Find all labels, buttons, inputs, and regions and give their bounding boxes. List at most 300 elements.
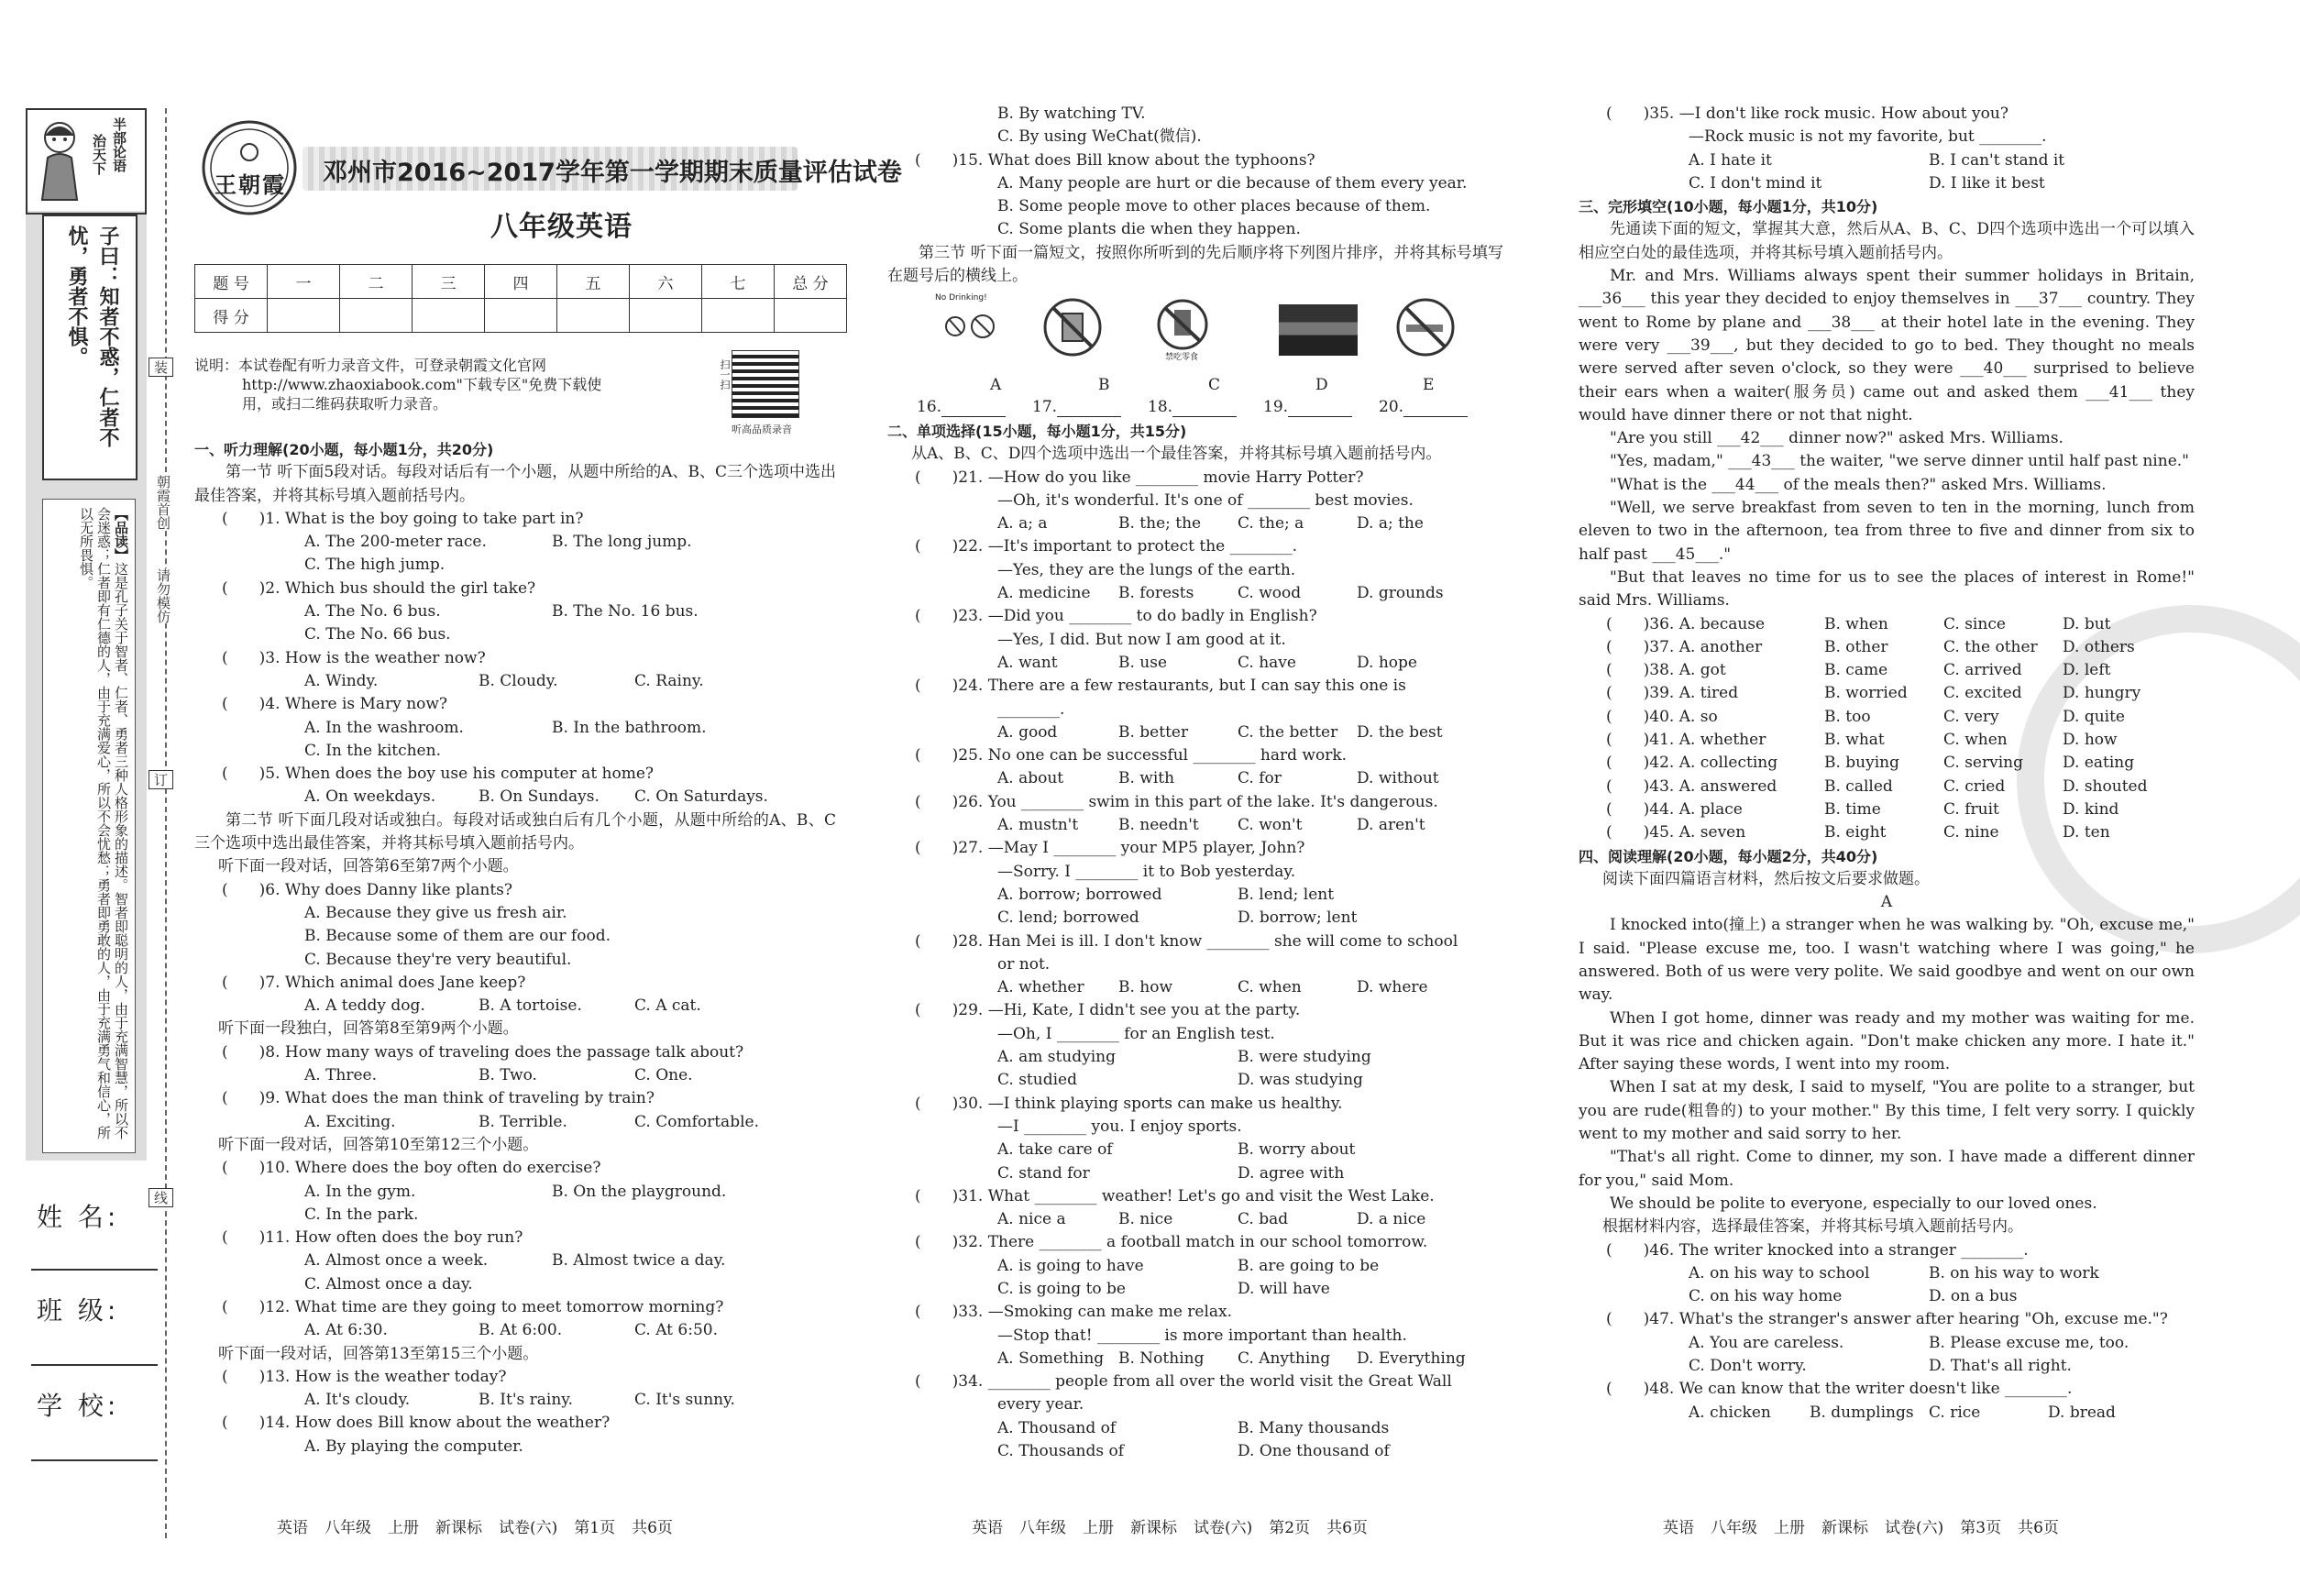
answer-blank[interactable]: [941, 398, 1006, 417]
option[interactable]: A. A teddy dog.: [304, 996, 425, 1016]
option[interactable]: B. On Sundays.: [479, 787, 600, 807]
binding-mark-zhuang: 装: [149, 358, 173, 377]
option-row: [887, 814, 1503, 837]
option[interactable]: B. The long jump.: [552, 533, 692, 552]
question[interactable]: ( )48. We can know that the writer doesn't like ________.: [1606, 1380, 2073, 1399]
option[interactable]: D. on a bus: [1929, 1287, 2018, 1306]
option[interactable]: D. left: [2063, 661, 2111, 680]
option[interactable]: C. since: [1943, 614, 2006, 633]
school-line[interactable]: [31, 1459, 158, 1461]
option[interactable]: A. chicken: [1689, 1403, 1771, 1422]
option[interactable]: B. better: [1118, 722, 1189, 742]
option-row: [1579, 821, 2195, 844]
option[interactable]: C. the; a: [1238, 514, 1304, 534]
sidebar-box-text-2: 治天下: [91, 134, 107, 175]
option-line: —Rock music is not my favorite, but ________.: [1689, 127, 2047, 147]
option[interactable]: A. The 200-meter race.: [304, 533, 487, 552]
class-label: 班 级:: [37, 1295, 120, 1326]
question[interactable]: ( )27. —May I ________ your MP5 player, John?: [915, 839, 1305, 858]
section-heading: 二、单项选择(15小题，每小题1分，共15分): [887, 423, 1187, 440]
option-line: —Yes, they are the lungs of the earth.: [997, 560, 1296, 579]
question[interactable]: ( )11. How often does the boy run?: [222, 1228, 523, 1248]
option[interactable]: C. Rainy.: [634, 671, 704, 690]
option[interactable]: C. Thousands of: [997, 1442, 1125, 1461]
question[interactable]: ( )22. —It's important to protect the ________.: [915, 537, 1298, 556]
section-heading: 三、完形填空(10小题，每小题1分，共10分): [1579, 198, 1878, 216]
option[interactable]: C. A cat.: [634, 996, 701, 1016]
option-row: [1579, 1262, 2195, 1285]
option-line: C. Some plants die when they happen.: [997, 220, 1301, 239]
option[interactable]: B. are going to be: [1238, 1256, 1380, 1275]
option-line: C. In the park.: [304, 1205, 419, 1224]
option[interactable]: B. eight: [1824, 823, 1887, 842]
qr-side-text: 扫一扫: [719, 359, 731, 390]
paragraph: 先通读下面的短文，掌握其大意，然后从A、B、C、D四个选项中选出一个可以填入相应空白处的最佳选项，并将其标号填入题前括号内。: [1579, 220, 2195, 262]
option[interactable]: ( )43. A. answered: [1606, 776, 1777, 796]
option[interactable]: C. arrived: [1943, 661, 2022, 680]
option[interactable]: C. cried: [1943, 776, 2006, 796]
column-1: [194, 438, 836, 1458]
paragraph: Mr. and Mrs. Williams always spent their summer holidays in Britain, ___36___ this year they decided to enjoy themselves in ___37___ country. They went to Rome by plane and ___38___ at their hotel late in the evening. They were very ___39___, but they decided to go to bed. They thought no meals were served after seven o'clock, so they were ___40___ surprised to believe their ears when a waiter(服务员) came out and asked them ___41___ they would have dinner there or not that night.: [1579, 267, 2195, 424]
option-row: [1579, 729, 2195, 752]
question[interactable]: ( )3. How is the weather now?: [222, 648, 486, 667]
option[interactable]: D. without: [1357, 769, 1439, 788]
option[interactable]: A. on his way to school: [1689, 1263, 1870, 1282]
paragraph: "But that leaves no time for us to see the places of interest in Rome!" said Mrs. Williams.: [1579, 567, 2195, 611]
option[interactable]: B. too: [1824, 707, 1871, 726]
option-row: [1579, 613, 2195, 636]
question[interactable]: ( )2. Which bus should the girl take?: [222, 578, 536, 598]
question[interactable]: ( )14. How does Bill know about the weather?: [222, 1414, 611, 1433]
note-line-1: 说明：本试卷配有听力录音文件，可登录朝霞文化官网: [194, 357, 547, 374]
sidebar-comment-box: [42, 499, 136, 1153]
option[interactable]: D. but: [2063, 614, 2111, 633]
option[interactable]: B. came: [1824, 661, 1888, 680]
option[interactable]: ( )44. A. place: [1606, 799, 1743, 819]
option-row: [887, 1162, 1503, 1185]
column-2-top: [887, 103, 1503, 288]
score-cell[interactable]: [340, 299, 413, 333]
option[interactable]: B. On the playground.: [552, 1182, 727, 1201]
option[interactable]: C. It's sunny.: [634, 1391, 735, 1410]
option[interactable]: C. on his way home: [1689, 1287, 1843, 1306]
option[interactable]: C. have: [1238, 653, 1296, 672]
score-cell[interactable]: [775, 299, 847, 333]
option[interactable]: B. It's rainy.: [479, 1391, 574, 1410]
option[interactable]: D. where: [1357, 978, 1428, 997]
option[interactable]: A. is going to have: [997, 1256, 1144, 1275]
option-line: C. The high jump.: [304, 556, 446, 575]
option[interactable]: C. won't: [1238, 816, 1303, 835]
option[interactable]: B. forests: [1118, 584, 1194, 603]
option[interactable]: C. very: [1943, 707, 1999, 726]
option[interactable]: B. called: [1824, 776, 1893, 796]
instruction: 从A、B、C、D四个选项中选出一个最佳答案，并将其标号填入题前括号内。: [911, 445, 1442, 464]
option[interactable]: C. studied: [997, 1071, 1077, 1090]
option[interactable]: C. bad: [1238, 1210, 1289, 1229]
option-row: [887, 652, 1503, 675]
option[interactable]: B. The No. 16 bus.: [552, 602, 699, 622]
option[interactable]: B. I can't stand it: [1929, 150, 2065, 170]
option[interactable]: A. In the gym.: [304, 1182, 416, 1201]
question[interactable]: ( )6. Why does Danny like plants?: [222, 880, 513, 899]
question[interactable]: ( )47. What's the stranger's answer after hearing "Oh, excuse me."?: [1606, 1310, 2168, 1329]
option[interactable]: ( )45. A. seven: [1606, 823, 1746, 842]
option[interactable]: A. Thousand of: [997, 1418, 1117, 1437]
option[interactable]: B. the; the: [1118, 514, 1202, 534]
option-row: [887, 721, 1503, 744]
answer-blank[interactable]: [1172, 398, 1237, 417]
score-cell[interactable]: [485, 299, 557, 333]
paragraph: "That's all right. Come to dinner, my son. I have made a different dinner for you," said Mom.: [1579, 1148, 2195, 1190]
question[interactable]: ( )25. No one can be successful ________ hard work.: [915, 746, 1348, 765]
option[interactable]: ( )40. A. so: [1606, 707, 1718, 726]
question[interactable]: ( )34. ________ people from all over the world visit the Great Wall: [915, 1372, 1452, 1392]
option[interactable]: B. what: [1824, 731, 1885, 750]
option[interactable]: C. I don't mind it: [1689, 173, 1822, 193]
option[interactable]: A. The No. 6 bus.: [304, 602, 441, 622]
answer-blank[interactable]: [1057, 398, 1121, 417]
option[interactable]: A. want: [997, 653, 1058, 672]
option[interactable]: B. with: [1118, 769, 1175, 788]
option-line: —Oh, I ________ for an English test.: [997, 1024, 1275, 1043]
column-3: [1579, 103, 2195, 1425]
option[interactable]: A. a; a: [997, 514, 1048, 534]
classroom-icon: [1279, 304, 1358, 356]
option[interactable]: B. how: [1118, 978, 1173, 997]
option-row: [887, 582, 1503, 605]
option[interactable]: D. agree with: [1238, 1163, 1345, 1183]
option[interactable]: B. Two.: [479, 1066, 537, 1085]
option[interactable]: ( )42. A. collecting: [1606, 754, 1778, 773]
score-header-cell: 总 分: [775, 265, 847, 299]
binding-mark-ding: 订: [149, 770, 173, 789]
note-line-3: 用，或扫二维码获取听力录音。: [242, 395, 448, 413]
option[interactable]: A. about: [997, 769, 1064, 788]
option[interactable]: B. needn't: [1118, 816, 1199, 835]
option[interactable]: D. aren't: [1357, 816, 1425, 835]
answer-16: 16.: [917, 398, 1032, 417]
option[interactable]: B. were studying: [1238, 1048, 1371, 1067]
option[interactable]: C. rice: [1929, 1403, 1981, 1422]
score-header-cell: 题 号: [195, 265, 268, 299]
option[interactable]: D. a nice: [1357, 1210, 1426, 1229]
question[interactable]: ( )23. —Did you ________ to do badly in English?: [915, 607, 1317, 626]
score-cell[interactable]: [630, 299, 702, 333]
header-subtitle: 八年级英语: [490, 211, 633, 243]
option-line: C. Almost once a day.: [304, 1274, 473, 1293]
option[interactable]: C. when: [1238, 978, 1302, 997]
option-row: [1579, 1332, 2195, 1355]
option[interactable]: C. wood: [1238, 584, 1302, 603]
option[interactable]: B. Please excuse me, too.: [1929, 1333, 2129, 1352]
footer-page-2: 英语 八年级 上册 新课标 试卷(六) 第2页 共6页: [972, 1519, 1368, 1537]
option[interactable]: D. borrow; lent: [1238, 908, 1358, 928]
option[interactable]: B. time: [1824, 799, 1881, 819]
option[interactable]: D. how: [2063, 731, 2118, 750]
option[interactable]: B. Cloudy.: [479, 671, 558, 690]
option-row: [887, 767, 1503, 790]
answer-19: 19.: [1263, 398, 1379, 417]
picture-letter-e: E: [1423, 376, 1435, 394]
option[interactable]: C. serving: [1943, 754, 2023, 773]
option[interactable]: C. the other: [1943, 637, 2038, 656]
option[interactable]: D. others: [2063, 637, 2135, 656]
option[interactable]: B. At 6:00.: [479, 1321, 563, 1340]
picture-letter-d: D: [1315, 376, 1328, 394]
option[interactable]: A. nice a: [997, 1210, 1066, 1229]
option[interactable]: A. On weekdays.: [304, 787, 436, 807]
option[interactable]: D. shouted: [2063, 776, 2148, 796]
picture-b: [1040, 297, 1105, 361]
option[interactable]: D. hope: [1357, 653, 1417, 672]
option[interactable]: A. am studying: [997, 1048, 1117, 1067]
note-line-2: http://www.zhaoxiabook.com"下载专区"免费下载使: [242, 376, 602, 393]
option[interactable]: D. bread: [2048, 1403, 2116, 1422]
sidebar-quote: 子曰：知者不惑，仁者不忧，勇者不惧。: [65, 226, 119, 447]
option-line: A. Many people are hurt or die because of them every year.: [997, 173, 1468, 193]
option[interactable]: B. A tortoise.: [479, 996, 582, 1016]
answer-20: 20.: [1379, 398, 1494, 417]
option[interactable]: ( )36. A. because: [1606, 614, 1766, 633]
option[interactable]: A. Exciting.: [304, 1112, 396, 1131]
instruction: 根据材料内容，选择最佳答案，并将其标号填入题前括号内。: [1602, 1217, 2023, 1237]
option[interactable]: C. At 6:50.: [634, 1321, 719, 1340]
question[interactable]: ( )4. Where is Mary now?: [222, 695, 448, 714]
option[interactable]: A. borrow; borrowed: [997, 885, 1162, 904]
header-title: 邓州市2016~2017学年第一学期期末质量评估试卷: [323, 159, 902, 187]
option-row: [194, 1389, 836, 1412]
question[interactable]: ( )35. —I don't like rock music. How about you?: [1606, 105, 2008, 123]
paragraph: "Well, we serve breakfast from seven to ten in the morning, lunch from eleven to two in the afternoon, tea from three to five and dinner from six to half past ___45___.": [1579, 499, 2195, 564]
class-line[interactable]: [31, 1364, 158, 1366]
instruction: 听下面一段独白，回答第8至第9两个小题。: [218, 1019, 519, 1039]
option[interactable]: D. kind: [2063, 799, 2119, 819]
cartoon-scholar-icon: [33, 117, 86, 205]
question[interactable]: ( )32. There ________ a football match in our school tomorrow.: [915, 1233, 1428, 1252]
paragraph: When I got home, dinner was ready and my mother was waiting for me. But it was rice and chicken again. "Don't make chicken any more. I hate it." After saying these words, I went into my room.: [1579, 1008, 2195, 1074]
instruction: 听下面一段对话，回答第10至第12三个小题。: [218, 1135, 539, 1154]
option[interactable]: A. At 6:30.: [304, 1321, 388, 1340]
option[interactable]: B. other: [1824, 637, 1888, 656]
option[interactable]: A. good: [997, 722, 1058, 742]
no-smoking-icon: [1393, 297, 1458, 358]
option-row: [887, 1046, 1503, 1069]
score-cell[interactable]: [702, 299, 775, 333]
option[interactable]: C. lend; borrowed: [997, 908, 1139, 928]
sidebar-comment: [77, 507, 129, 1145]
option[interactable]: D. I like it best: [1929, 173, 2045, 193]
option-row: [887, 512, 1503, 535]
option[interactable]: C. Comfortable.: [634, 1112, 759, 1131]
option-row: [1579, 752, 2195, 775]
option-row: [194, 717, 836, 740]
picture-answers: [917, 398, 1494, 417]
option[interactable]: A. You are careless.: [1689, 1333, 1844, 1352]
option[interactable]: B. Nothing: [1118, 1348, 1205, 1368]
option[interactable]: D. a; the: [1357, 514, 1424, 534]
option[interactable]: C. for: [1238, 769, 1282, 788]
score-header-cell: 六: [630, 265, 702, 299]
option[interactable]: C. Don't worry.: [1689, 1357, 1807, 1376]
option-row: [1579, 706, 2195, 729]
option-line: —Oh, it's wonderful. It's one of ________ best movies.: [997, 490, 1414, 510]
option[interactable]: B. use: [1118, 653, 1168, 672]
option[interactable]: C. One.: [634, 1066, 693, 1085]
option[interactable]: B. when: [1824, 614, 1888, 633]
option[interactable]: B. Almost twice a day.: [552, 1251, 726, 1271]
section-heading: 一、听力理解(20小题，每小题1分，共20分): [194, 441, 494, 458]
option[interactable]: C. Anything: [1238, 1348, 1331, 1368]
no-cigarette-pack-icon: [1040, 297, 1105, 358]
option-row: [194, 1249, 836, 1272]
score-table: [194, 264, 847, 333]
question[interactable]: ( )30. —I think playing sports can make us healthy.: [915, 1094, 1343, 1113]
option[interactable]: D. was studying: [1238, 1071, 1363, 1090]
qr-code-icon[interactable]: [732, 350, 799, 418]
option[interactable]: B. buying: [1824, 754, 1900, 773]
picture-a-text: No Drinking!: [935, 293, 987, 303]
option-line: B. Some people move to other places because of them.: [997, 197, 1431, 216]
question[interactable]: ( )7. Which animal does Jane keep?: [222, 973, 526, 992]
paragraph: "Yes, madam," ___43___ the waiter, "we serve dinner until half past nine.": [1610, 452, 2189, 471]
option-row: [194, 1319, 836, 1342]
option[interactable]: C. excited: [1943, 684, 2022, 703]
picture-e: [1393, 297, 1458, 361]
question[interactable]: ( )26. You ________ swim in this part of the lake. It's dangerous.: [915, 792, 1438, 811]
passage-label: A: [1880, 893, 1893, 912]
option-line: C. Because they're very beautiful.: [304, 950, 572, 969]
option[interactable]: D. will have: [1238, 1279, 1330, 1298]
option[interactable]: C. is going to be: [997, 1279, 1126, 1298]
option-row: [1579, 776, 2195, 798]
question[interactable]: ( )8. How many ways of traveling does the passage talk about?: [222, 1042, 744, 1062]
school-label: 学 校:: [37, 1391, 120, 1421]
option-line: B. By watching TV.: [997, 105, 1146, 123]
picture-c: [1150, 297, 1215, 361]
question[interactable]: ( )46. The writer knocked into a stranger ________.: [1606, 1240, 2029, 1260]
option[interactable]: B. Many thousands: [1238, 1418, 1390, 1437]
score-cell[interactable]: [268, 299, 340, 333]
instruction: 阅读下面四篇语言材料，然后按文后要求做题。: [1602, 869, 1930, 888]
option[interactable]: A. Three.: [304, 1066, 378, 1085]
option-line: B. Because some of them are our food.: [304, 927, 611, 946]
option[interactable]: D. grounds: [1357, 584, 1444, 603]
question[interactable]: ( )1. What is the boy going to take part in?: [222, 509, 584, 528]
score-cell[interactable]: [557, 299, 630, 333]
question[interactable]: ( )21. —How do you like ________ movie Harry Potter?: [915, 468, 1364, 487]
score-header-cell: 二: [340, 265, 413, 299]
answer-blank[interactable]: [1288, 398, 1352, 417]
option[interactable]: C. On Saturdays.: [634, 787, 768, 807]
option[interactable]: B. worried: [1824, 684, 1908, 703]
option[interactable]: D. ten: [2063, 823, 2110, 842]
option[interactable]: ( )41. A. whether: [1606, 731, 1766, 750]
question[interactable]: ( )10. Where does the boy often do exercise?: [222, 1159, 601, 1178]
option[interactable]: B. In the bathroom.: [552, 718, 707, 737]
score-header-cell: 四: [485, 265, 557, 299]
name-line[interactable]: [31, 1269, 158, 1271]
pictures-row: [917, 293, 1485, 403]
option-row: [887, 907, 1503, 930]
option[interactable]: D. hungry: [2063, 684, 2141, 703]
option[interactable]: D. That's all right.: [1929, 1357, 2072, 1376]
question[interactable]: ( )24. There are a few restaurants, but I can say this one is: [915, 677, 1406, 696]
option[interactable]: C. stand for: [997, 1163, 1090, 1183]
picture-letter-c: C: [1208, 376, 1221, 394]
question[interactable]: ( )12. What time are they going to meet tomorrow morning?: [222, 1297, 724, 1316]
option[interactable]: B. dumplings: [1810, 1403, 1914, 1422]
option[interactable]: ( )37. A. another: [1606, 637, 1763, 656]
option-row: [887, 1208, 1503, 1231]
option[interactable]: A. Something: [997, 1348, 1105, 1368]
option[interactable]: B. Terrible.: [479, 1112, 567, 1131]
option-row: [194, 995, 836, 1018]
question[interactable]: ( )29. —Hi, Kate, I didn't see you at the party.: [915, 1001, 1301, 1020]
option[interactable]: B. nice: [1118, 1210, 1173, 1229]
option[interactable]: C. fruit: [1943, 799, 1999, 819]
question[interactable]: ( )9. What does the man think of traveling by train?: [222, 1089, 655, 1108]
option[interactable]: A. whether: [997, 978, 1084, 997]
option[interactable]: D. eating: [2063, 754, 2135, 773]
option[interactable]: B. worry about: [1238, 1140, 1356, 1160]
score-row-label: 得 分: [195, 299, 268, 333]
option[interactable]: A. medicine: [997, 584, 1091, 603]
option-line: —Sorry. I ________ it to Bob yesterday.: [997, 862, 1296, 881]
paragraph: I knocked into(撞上) a stranger when he was walking by. "Oh, excuse me," I said. "Please excuse me, too. I wasn't watching where I was going," he answered. Both of us were very polite. We said goodbye and went on our own way.: [1579, 916, 2195, 1005]
option[interactable]: ( )38. A. got: [1606, 661, 1726, 680]
option[interactable]: D. Everything: [1357, 1348, 1466, 1368]
option[interactable]: A. It's cloudy.: [304, 1391, 411, 1410]
option[interactable]: D. the best: [1357, 722, 1443, 742]
option[interactable]: ( )39. A. tired: [1606, 684, 1739, 703]
question[interactable]: ( )28. Han Mei is ill. I don't know ________ she will come to school: [915, 931, 1458, 951]
option-row: [1579, 659, 2195, 682]
option[interactable]: D. One thousand of: [1238, 1442, 1390, 1461]
option-row: [194, 1064, 836, 1087]
answer-blank[interactable]: [1403, 398, 1468, 417]
option[interactable]: A. Almost once a week.: [304, 1251, 489, 1271]
binding-dashed-line: [165, 108, 167, 1538]
option[interactable]: A. take care of: [997, 1140, 1113, 1160]
question[interactable]: ( )31. What ________ weather! Let's go and visit the West Lake.: [915, 1186, 1435, 1205]
question[interactable]: ( )15. What does Bill know about the typhoons?: [915, 150, 1315, 170]
option[interactable]: B. on his way to work: [1929, 1263, 2099, 1282]
instruction: 听下面一段对话，回答第6至第7两个小题。: [218, 857, 519, 876]
option[interactable]: A. mustn't: [997, 816, 1079, 835]
question[interactable]: ( )33. —Smoking can make me relax.: [915, 1303, 1233, 1322]
question[interactable]: ( )13. How is the weather today?: [222, 1367, 507, 1386]
sidebar-comment-text: 这是孔子关于智者、仁者、勇者三种人格形象的描述。智者即聪明的人，由于充满智慧，所以不会迷惑；仁者即有仁德的人，由于充满爱心，所以不会忧愁；勇者即勇敢的人，由于充满勇气和信心，所以无所畏惧。: [78, 507, 129, 1139]
option[interactable]: C. the better: [1238, 722, 1338, 742]
score-cell[interactable]: [413, 299, 485, 333]
option[interactable]: D. quite: [2063, 707, 2125, 726]
option[interactable]: B. lend; lent: [1238, 885, 1335, 904]
option-row: [887, 1069, 1503, 1092]
option[interactable]: C. when: [1943, 731, 2008, 750]
option[interactable]: A. Windy.: [304, 671, 379, 690]
paragraph: "What is the ___44___ of the meals then?" asked Mrs. Williams.: [1610, 475, 2107, 494]
option-row: [1579, 1285, 2195, 1308]
option[interactable]: C. nine: [1943, 823, 1999, 842]
picture-letter-b: B: [1098, 376, 1110, 394]
question[interactable]: ( )5. When does the boy use his computer at home?: [222, 765, 655, 784]
option-row: [1579, 1355, 2195, 1378]
option[interactable]: A. I hate it: [1689, 150, 1772, 170]
option-line: —Stop that! ________ is more important than health.: [997, 1326, 1407, 1345]
option[interactable]: A. In the washroom.: [304, 718, 464, 737]
paragraph: 第二节 听下面几段对话或独白。每段对话或独白后有几个小题，从题中所给的A、B、C三个选项中选出最佳答案，并将其标号填入题前括号内。: [194, 810, 836, 853]
